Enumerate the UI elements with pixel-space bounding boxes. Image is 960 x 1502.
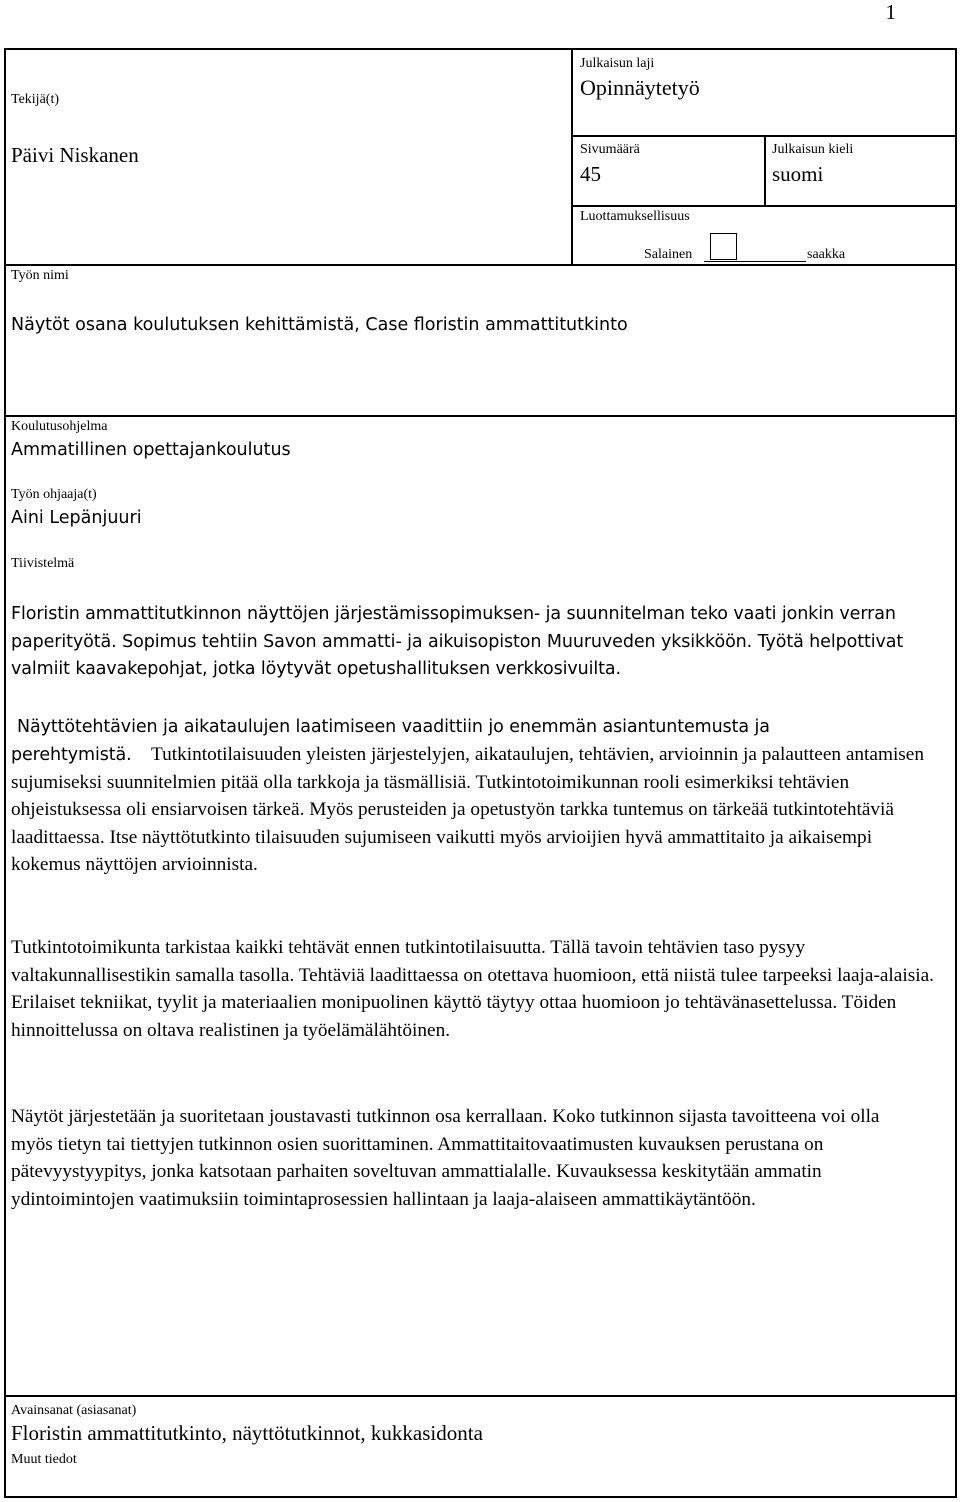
secret-label: Salainen bbox=[644, 247, 693, 262]
abstract-paragraph: Tutkintotilaisuuden yleisten järjestelyjen, aikataulujen, tehtävien, arvioinnin ja palautteen antamisen sujumiseksi suunnitelmien pitää olla tarkkoja ja täsmällisiä. Tutkintotoimikunnan rooli esimerkiksi tehtävien ohjeistuksessa oli ensiarvoisen tärkeä. Myös perusteiden ja opetustyön tarkka tuntemus on tärkeää tutkintotehtäviä laadittaessa. Itse näyttötutkinto tilaisuuden sujumiseen vaikutti myös arvioijien hyvä ammattitaito ja aikaisempi kokemus näyttöjen arvioinnista. bbox=[11, 744, 925, 875]
secret-checkbox[interactable] bbox=[710, 233, 737, 260]
keywords-value: Floristin ammattitutkinto, näyttötutkinnot, kukkasidonta bbox=[11, 1421, 483, 1445]
abstract-paragraph: Näytöt järjestetään ja suoritetaan joustavasti tutkinnon osa kerrallaan. Koko tutkinnon sijasta tavoitteena voi olla myös tietyn tai tiettyjen tutkinnon osien suorittaminen. Ammattitaitovaatimusten kuvauksen perustana on pätevyystyypitys, jonka katsotaan parhaiten soveltuvan ammattialalle. Kuvauksessa keskitytään ammatin ydintoimintojen vaatimuksiin toimintaprosessien hallintaan ja laaja-alaiseen ammattikäytäntöön. bbox=[11, 1106, 880, 1210]
title-label: Työn nimi bbox=[11, 268, 69, 283]
author-value: Päivi Niskanen bbox=[11, 143, 139, 167]
page-count-label: Sivumäärä bbox=[580, 142, 640, 157]
supervisor-value: Aini Lepänjuuri bbox=[11, 508, 142, 528]
page-count-value: 45 bbox=[580, 162, 601, 186]
page-number: 1 bbox=[885, 0, 896, 24]
title-value: Näytöt osana koulutuksen kehittämistä, Case floristin ammattitutkinto bbox=[11, 315, 628, 335]
publication-type-label: Julkaisun laji bbox=[580, 56, 655, 71]
keywords-label: Avainsanat (asiasanat) bbox=[11, 1403, 137, 1418]
program-value: Ammatillinen opettajankoulutus bbox=[11, 440, 291, 460]
supervisor-label: Työn ohjaaja(t) bbox=[11, 487, 97, 502]
abstract-paragraph: Floristin ammattitutkinnon näyttöjen järjestämissopimuksen- ja suunnitelman teko vaati jonkin verran paperityötä. Sopimus tehtiin Savon ammatti- ja aikuisopiston Muuruveden yksikköön. Työtä helpottivat valmiit kaavakepohjat, jotka löytyvät opetushallituksen verkkosivuilta. bbox=[11, 604, 904, 679]
program-label: Koulutusohjelma bbox=[11, 419, 108, 434]
until-label: saakka bbox=[807, 247, 846, 262]
confidentiality-label: Luottamuksellisuus bbox=[580, 209, 690, 224]
abstract-paragraph: Näyttötehtävien ja aikataulujen laatimiseen vaadittiin jo enemmän asiantuntemusta ja perehtymistä. bbox=[11, 717, 770, 765]
other-info-label: Muut tiedot bbox=[11, 1452, 77, 1467]
abstract-paragraph: Tutkintotoimikunta tarkistaa kaikki tehtävät ennen tutkintotilaisuutta. Tällä tavoin tehtävien taso pysyy valtakunnallisestikin samalla tasolla. Tehtäviä laadittaessa on otettava huomioon, että niistä tulee tarpeeksi laaja-alaisia. Erilaiset tekniikat, tyylit ja materiaalien monipuolinen käyttö täytyy ottaa huomioon jo tehtävänasettelussa. Töiden hinnoittelussa on oltava realistinen ja työelämälähtöinen. bbox=[11, 937, 934, 1041]
language-value: suomi bbox=[772, 162, 824, 186]
author-label: Tekijä(t) bbox=[11, 92, 59, 107]
language-label: Julkaisun kieli bbox=[772, 142, 854, 157]
publication-type-value: Opinnäytetyö bbox=[580, 75, 700, 100]
abstract-label: Tiivistelmä bbox=[11, 556, 75, 571]
